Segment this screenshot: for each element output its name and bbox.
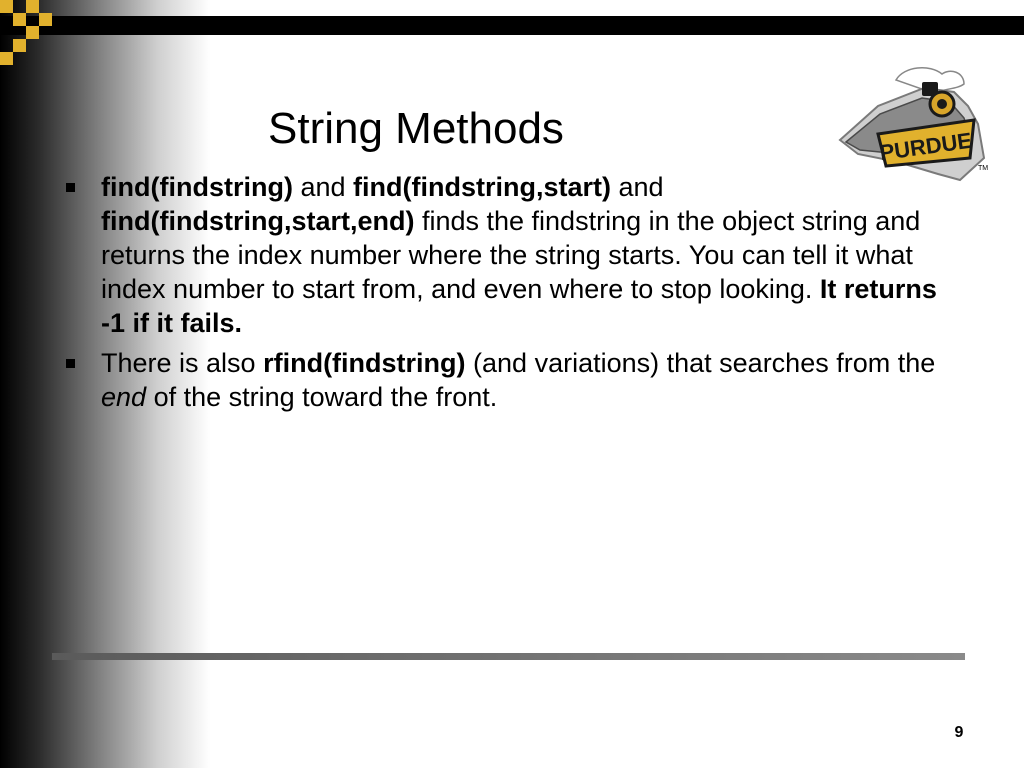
gold-square bbox=[0, 52, 13, 65]
bullet-text-run: finds the findstring in the object string and returns the index number where the string starts. You can tell it what index number to start from, and even where to stop looking. bbox=[101, 206, 921, 304]
gold-square bbox=[26, 26, 39, 39]
gold-square bbox=[26, 0, 39, 13]
bullet-text-run: and bbox=[292, 172, 354, 202]
bullet-text-run: end bbox=[101, 382, 147, 412]
bullet-square-icon bbox=[66, 183, 75, 192]
top-black-bar bbox=[0, 16, 1024, 35]
bullet-text-run: and bbox=[610, 172, 664, 202]
bullet-item bbox=[60, 170, 960, 340]
bullet-text-run: of the string toward the front. bbox=[146, 382, 498, 412]
bullet-text-run: find(findstring,start,end) bbox=[101, 206, 415, 236]
gold-square bbox=[0, 0, 13, 13]
logo-text: PURDUE bbox=[878, 127, 974, 166]
bullet-text-run: rfind(findstring) bbox=[263, 348, 466, 378]
logo-trademark: TM bbox=[978, 165, 988, 172]
purdue-logo bbox=[838, 62, 988, 182]
gold-square bbox=[13, 39, 26, 52]
gold-square bbox=[13, 13, 26, 26]
bullet-text-run: find(findstring,start) bbox=[353, 172, 611, 202]
bullet-text-run: It returns -1 if it fails. bbox=[101, 274, 937, 338]
footer-divider bbox=[52, 653, 965, 660]
gold-square bbox=[39, 13, 52, 26]
bullet-text-run: find(findstring) bbox=[101, 172, 293, 202]
bullet-text-run: (and variations) that searches from the bbox=[465, 348, 936, 378]
bullet-list bbox=[60, 170, 960, 420]
bullet-item bbox=[60, 346, 960, 414]
slide-number: 9 bbox=[954, 724, 964, 741]
bullet-square-icon bbox=[66, 359, 75, 368]
slide-title: String Methods bbox=[268, 104, 564, 153]
bullet-text-run: There is also bbox=[101, 348, 264, 378]
